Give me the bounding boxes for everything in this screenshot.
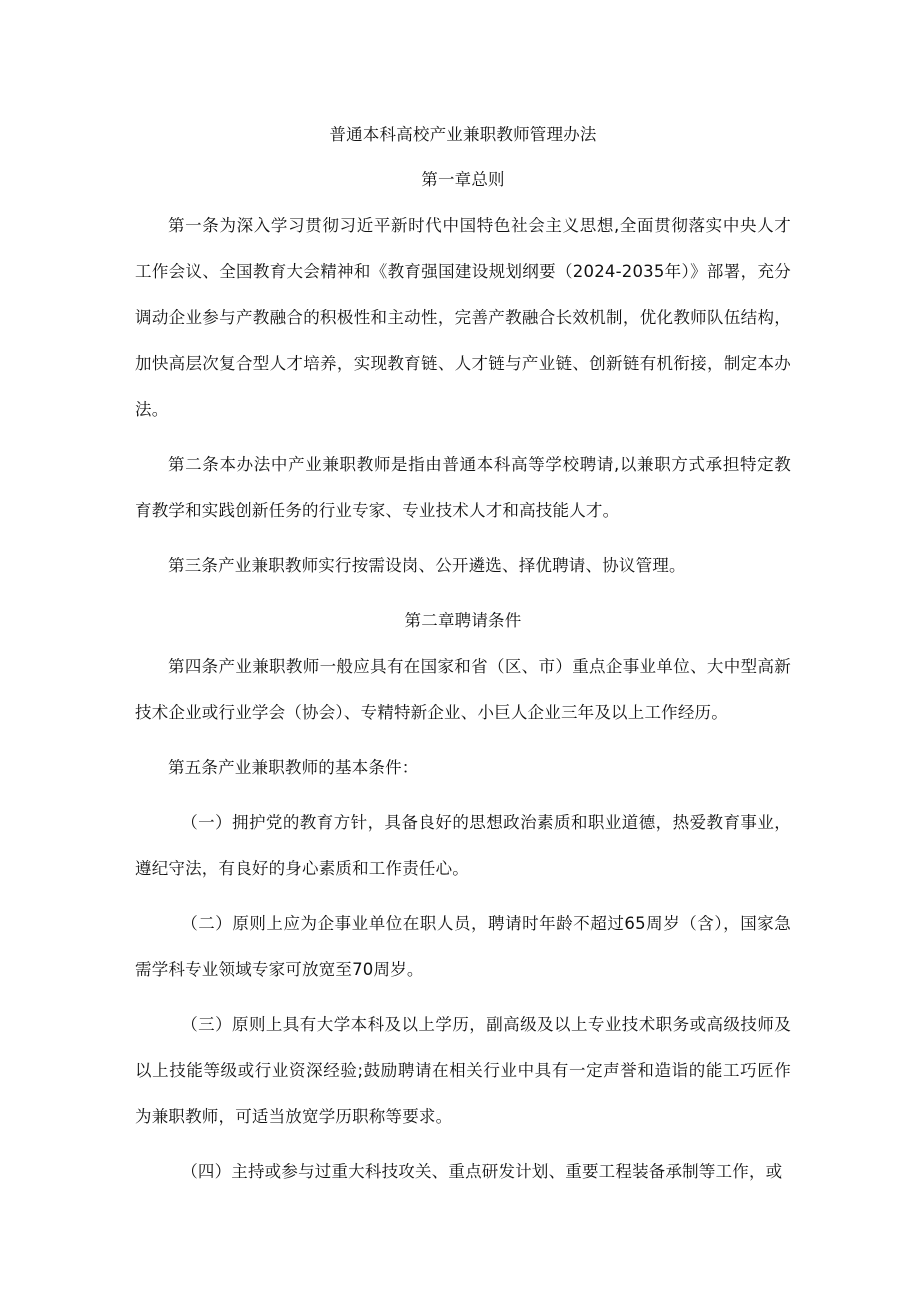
article-1: 第一条为深入学习贯彻习近平新时代中国特色社会主义思想,全面贯彻落实中央人才工作会议、全国教育大会精神和《教育强国建设规划纲要（2024-2035年）》部署，充分调动企业参与产教融合的积极性和主动性，完善产教融合长效机制，优化教师队伍结构，加快高层次复合型人才培养，实现教育链、人才链与产业链、创新链有机衔接，制定本办法。: [135, 216, 791, 419]
chapter-heading-2: 第二章聘请条件: [404, 611, 522, 630]
article-5: 第五条产业兼职教师的基本条件：: [168, 758, 419, 777]
article-2: 第二条本办法中产业兼职教师是指由普通本科高等学校聘请,以兼职方式承担特定教育教学和实践创新任务的行业专家、专业技术人才和高技能人才。: [135, 455, 791, 520]
condition-item-4: （四）主持或参与过重大科技攻关、重点研发计划、重要工程装备承制等工作，或: [181, 1162, 783, 1181]
document-body: [135, 120, 791, 1212]
chapter-heading-1: 第一章总则: [421, 170, 505, 189]
condition-item-2: （二）原则上应为企事业单位在职人员，聘请时年龄不超过65周岁（含），国家急需学科专业领域专家可放宽至70周岁。: [135, 914, 791, 979]
document-title: 普通本科高校产业兼职教师管理办法: [329, 125, 597, 144]
condition-item-1: （一）拥护党的教育方针，具备良好的思想政治素质和职业道德，热爱教育事业，遵纪守法，有良好的身心素质和工作责任心。: [135, 813, 791, 878]
condition-item-3: （三）原则上具有大学本科及以上学历，副高级及以上专业技术职务或高级技师及以上技能等级或行业资深经验;鼓励聘请在相关行业中具有一定声誉和造诣的能工巧匠作为兼职教师，可适当放宽学历职称等要求。: [135, 1015, 791, 1126]
article-4: 第四条产业兼职教师一般应具有在国家和省（区、市）重点企事业单位、大中型高新技术企业或行业学会（协会）、专精特新企业、小巨人企业三年及以上工作经历。: [135, 657, 791, 722]
article-3: 第三条产业兼职教师实行按需设岗、公开遴选、择优聘请、协议管理。: [168, 556, 686, 575]
